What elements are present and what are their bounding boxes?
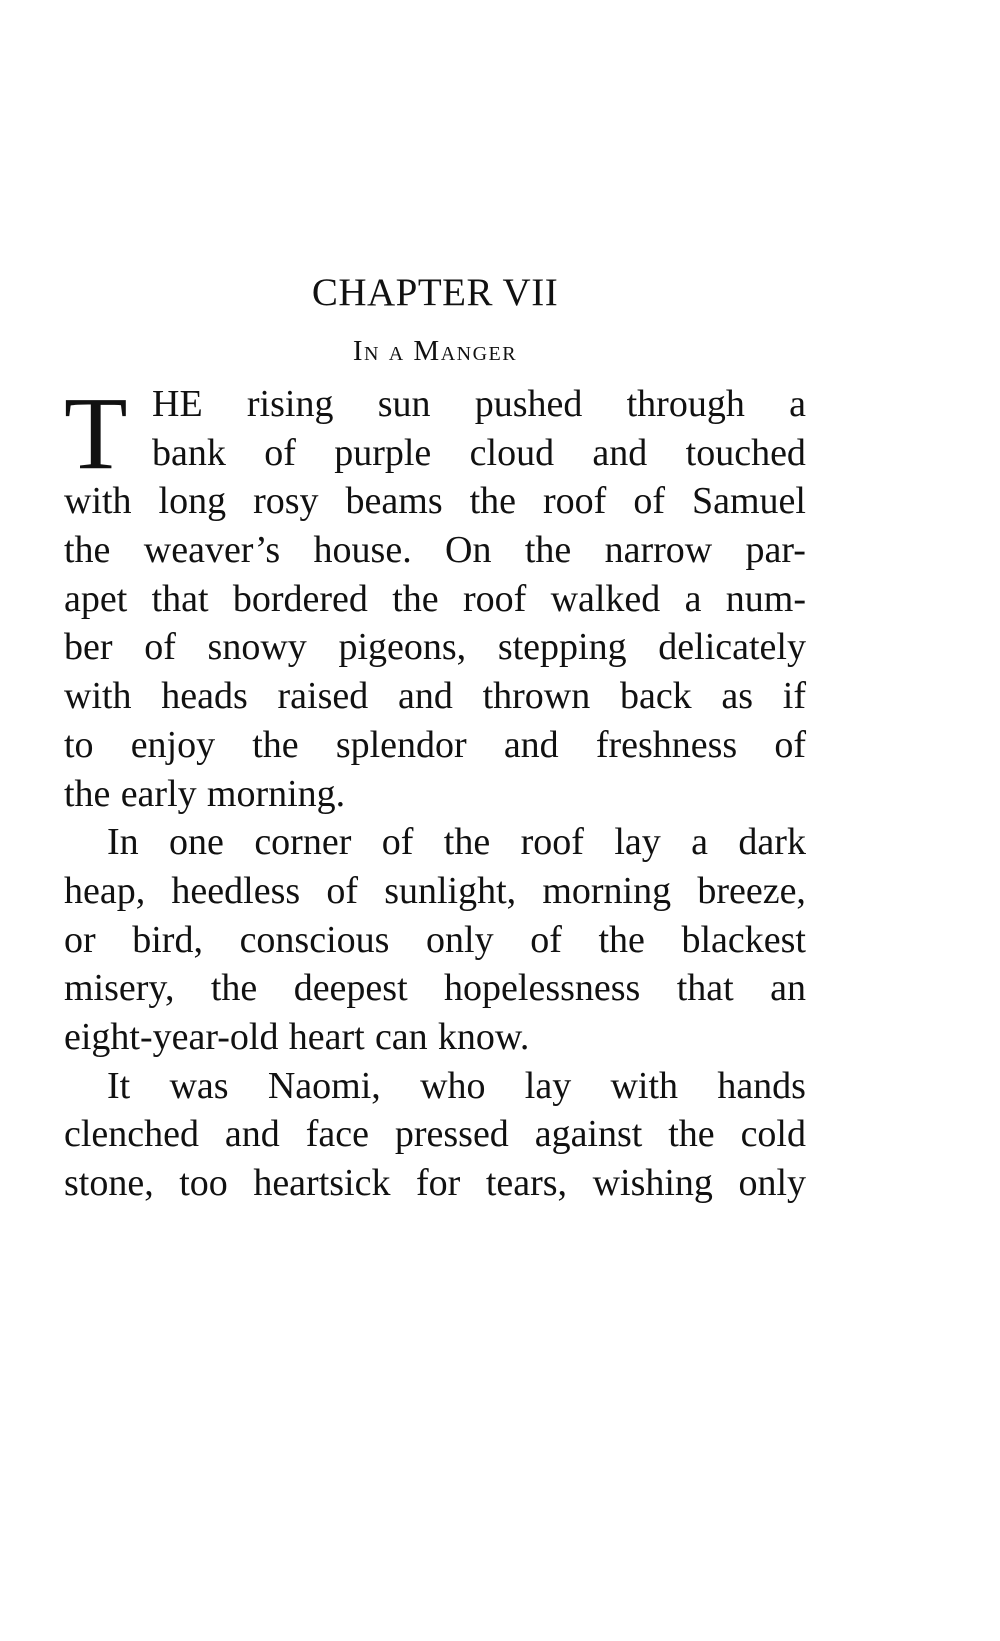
word: the bbox=[210, 967, 258, 1010]
word: through bbox=[626, 383, 745, 425]
word: heart bbox=[288, 1015, 365, 1058]
word: a bbox=[684, 577, 702, 620]
word: of bbox=[633, 480, 665, 523]
word: with bbox=[64, 675, 132, 718]
text-line bbox=[64, 818, 806, 867]
word: splendor bbox=[335, 723, 467, 766]
word: enjoy bbox=[130, 723, 216, 766]
word: In bbox=[107, 821, 139, 864]
word: rosy bbox=[253, 480, 319, 523]
chapter-number: CHAPTER VII bbox=[311, 271, 559, 314]
word: a bbox=[789, 383, 806, 425]
word: narrow bbox=[604, 529, 713, 572]
word: if bbox=[782, 675, 806, 718]
word: of bbox=[774, 723, 806, 766]
word: walked bbox=[550, 577, 661, 620]
word: sunlight, bbox=[384, 869, 517, 912]
word: of bbox=[530, 918, 562, 961]
word: who bbox=[420, 1064, 486, 1107]
word: thrown bbox=[482, 675, 591, 718]
word: early bbox=[120, 772, 197, 815]
text-line bbox=[64, 721, 806, 770]
word: morning bbox=[542, 869, 672, 912]
word: bird, bbox=[132, 918, 203, 961]
word: the bbox=[524, 529, 572, 572]
word: clenched bbox=[64, 1113, 200, 1156]
word: and bbox=[592, 431, 648, 474]
word: the bbox=[64, 529, 111, 572]
word: house. bbox=[313, 529, 412, 572]
word: On bbox=[445, 529, 492, 572]
word: an bbox=[770, 967, 806, 1010]
word: as bbox=[721, 675, 754, 718]
word: hands bbox=[717, 1064, 806, 1107]
word: one bbox=[169, 821, 224, 864]
text-line bbox=[64, 380, 806, 429]
word: the bbox=[64, 772, 111, 815]
text-line bbox=[64, 964, 806, 1013]
word: the bbox=[469, 480, 517, 523]
word: roof bbox=[520, 821, 584, 864]
text-line bbox=[64, 429, 806, 478]
word: of bbox=[264, 431, 296, 474]
word: pushed bbox=[474, 383, 583, 425]
word: lay bbox=[524, 1064, 572, 1107]
body-text bbox=[64, 376, 806, 1208]
word: roof bbox=[543, 480, 607, 523]
text-line bbox=[64, 1013, 806, 1062]
text-line bbox=[64, 672, 806, 721]
text-line bbox=[64, 477, 806, 526]
word: with bbox=[64, 480, 132, 523]
word: roof bbox=[462, 577, 527, 620]
word: face bbox=[305, 1113, 369, 1156]
word: of bbox=[326, 869, 358, 912]
word: heartsick bbox=[253, 1162, 391, 1204]
word: rising bbox=[246, 383, 334, 425]
word: raised bbox=[277, 675, 369, 718]
word: or bbox=[64, 918, 96, 961]
word: too bbox=[179, 1162, 228, 1204]
word: a bbox=[691, 821, 709, 864]
text-line bbox=[64, 1159, 806, 1208]
word: long bbox=[158, 480, 227, 523]
word: know. bbox=[437, 1015, 530, 1058]
word: snowy bbox=[207, 626, 307, 669]
text-line bbox=[64, 770, 806, 819]
word: misery, bbox=[64, 967, 175, 1010]
word: ber bbox=[64, 626, 113, 669]
word: morning. bbox=[206, 772, 346, 815]
word: beams bbox=[345, 480, 443, 523]
word: dark bbox=[738, 821, 806, 864]
word: the bbox=[443, 821, 491, 864]
word: only bbox=[738, 1162, 806, 1204]
word: wishing bbox=[592, 1162, 713, 1204]
text-line bbox=[64, 867, 806, 916]
word: sun bbox=[377, 383, 431, 425]
word: heads bbox=[161, 675, 248, 718]
word: freshness bbox=[595, 723, 738, 766]
word: breeze, bbox=[697, 869, 806, 912]
word: stepping bbox=[497, 626, 627, 669]
word: and bbox=[397, 675, 453, 718]
word: the bbox=[252, 723, 299, 766]
word: can bbox=[374, 1015, 428, 1058]
word: Naomi, bbox=[267, 1064, 381, 1107]
word: cloud bbox=[469, 431, 555, 474]
word: and bbox=[503, 723, 559, 766]
word: eight-year-old bbox=[64, 1015, 279, 1058]
word: apet bbox=[64, 577, 128, 620]
word: heedless bbox=[171, 869, 301, 912]
text-line bbox=[64, 526, 806, 575]
word: deepest bbox=[293, 967, 408, 1010]
text-line bbox=[64, 623, 806, 672]
word: and bbox=[224, 1113, 280, 1156]
word: bank bbox=[152, 431, 226, 474]
word: purple bbox=[334, 431, 432, 474]
word: pigeons, bbox=[338, 626, 467, 669]
word: for bbox=[415, 1162, 461, 1204]
word: to bbox=[64, 723, 94, 766]
word: It bbox=[107, 1064, 131, 1107]
word: blackest bbox=[681, 918, 806, 961]
word: cold bbox=[740, 1113, 806, 1156]
word: of bbox=[144, 626, 176, 669]
word: num- bbox=[725, 577, 806, 620]
word: HE bbox=[152, 383, 203, 425]
word: back bbox=[619, 675, 692, 718]
word: pressed bbox=[394, 1113, 509, 1156]
word: delicately bbox=[658, 626, 806, 669]
word: only bbox=[426, 918, 494, 961]
word: conscious bbox=[239, 918, 390, 961]
chapter-title: In a Manger bbox=[352, 335, 518, 367]
word: weaver’s bbox=[143, 529, 281, 572]
word: touched bbox=[685, 431, 806, 474]
word: Samuel bbox=[691, 480, 806, 523]
word: that bbox=[151, 577, 209, 620]
word: lay bbox=[614, 821, 661, 864]
word: tears, bbox=[485, 1162, 568, 1204]
text-line bbox=[64, 916, 806, 965]
word: corner bbox=[254, 821, 352, 864]
word: the bbox=[598, 918, 645, 961]
word: against bbox=[534, 1113, 643, 1156]
word: of bbox=[381, 821, 414, 864]
text-line bbox=[64, 1062, 806, 1111]
word: with bbox=[610, 1064, 679, 1107]
word: stone, bbox=[64, 1162, 154, 1204]
drop-cap: T bbox=[64, 376, 128, 491]
word: par- bbox=[745, 529, 806, 572]
word: the bbox=[668, 1113, 715, 1156]
text-line bbox=[64, 575, 806, 624]
word: bordered bbox=[232, 577, 368, 620]
word: the bbox=[392, 577, 439, 620]
text-line bbox=[64, 1110, 806, 1159]
word: hopelessness bbox=[444, 967, 641, 1010]
word: heap, bbox=[64, 869, 146, 912]
word: that bbox=[676, 967, 734, 1010]
word: was bbox=[169, 1064, 229, 1107]
